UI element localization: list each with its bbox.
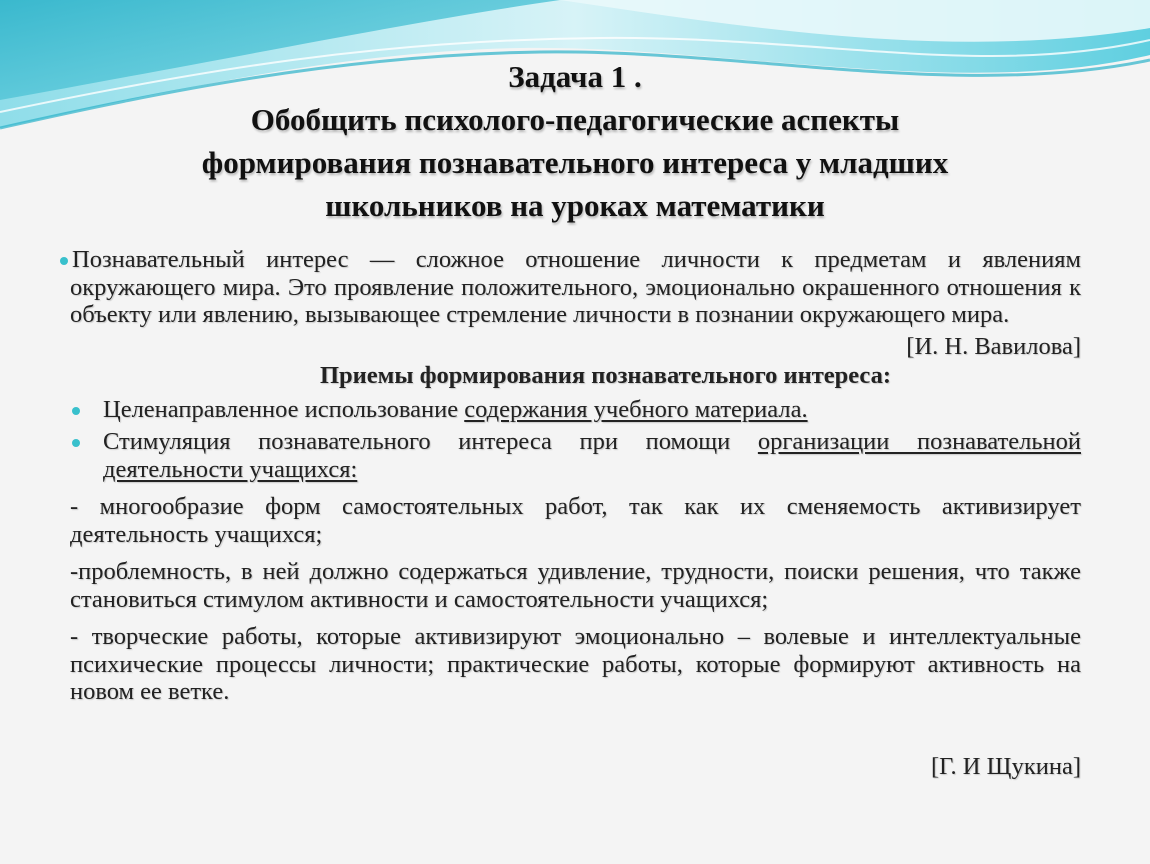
techniques-list [70,396,1081,484]
final-citation: [Г. И Щукина] [930,752,1081,780]
title-line: школьников на уроках математики [325,188,825,223]
title-line: Обобщить психолого-педагогические аспекты [250,102,900,137]
slide-title [60,55,1090,227]
technique-underlined: организации познавательной деятельности учащихся: [103,428,1081,483]
techniques-heading: Приемы формирования познавательного интереса: [319,362,892,389]
title-line: Задача 1 . [508,59,642,94]
dash-item: - многообразие форм самостоятельных работ, так как их сменяемость активизирует деятельность учащихся; [70,493,1081,548]
definition-citation: [И. Н. Вавилова] [906,332,1081,360]
title-line: формирования познавательного интереса у младших [201,145,949,180]
dash-item: -проблемность, в ней должно содержаться удивление, трудности, поиски решения, что также становиться стимулом активности и самостоятельности учащихся; [70,558,1081,613]
definition-text: Познавательный интерес — сложное отношение личности к предметам и явлениям окружающего мира. Это проявление положительного, эмоционально окрашенного отношения к объекту или явлению, вызывающее стремление личности в познании окружающего мира. [70,246,1081,328]
slide-body [70,246,1081,780]
technique-underlined: содержания учебного материала. [464,395,808,423]
list-item [70,396,1081,424]
definition-paragraph [70,246,1081,329]
bullet-icon [72,439,80,447]
list-item [70,428,1081,483]
dash-item: - творческие работы, которые активизируют эмоционально – волевые и интеллектуальные психические процессы личности; практические работы, которые формируют активность на новом ее ветке. [70,623,1081,705]
technique-text: Целенаправленное использование [103,395,465,423]
bullet-icon [60,257,68,265]
bullet-icon [72,407,80,415]
technique-text: Стимуляция познавательного интереса при помощи [103,428,758,455]
